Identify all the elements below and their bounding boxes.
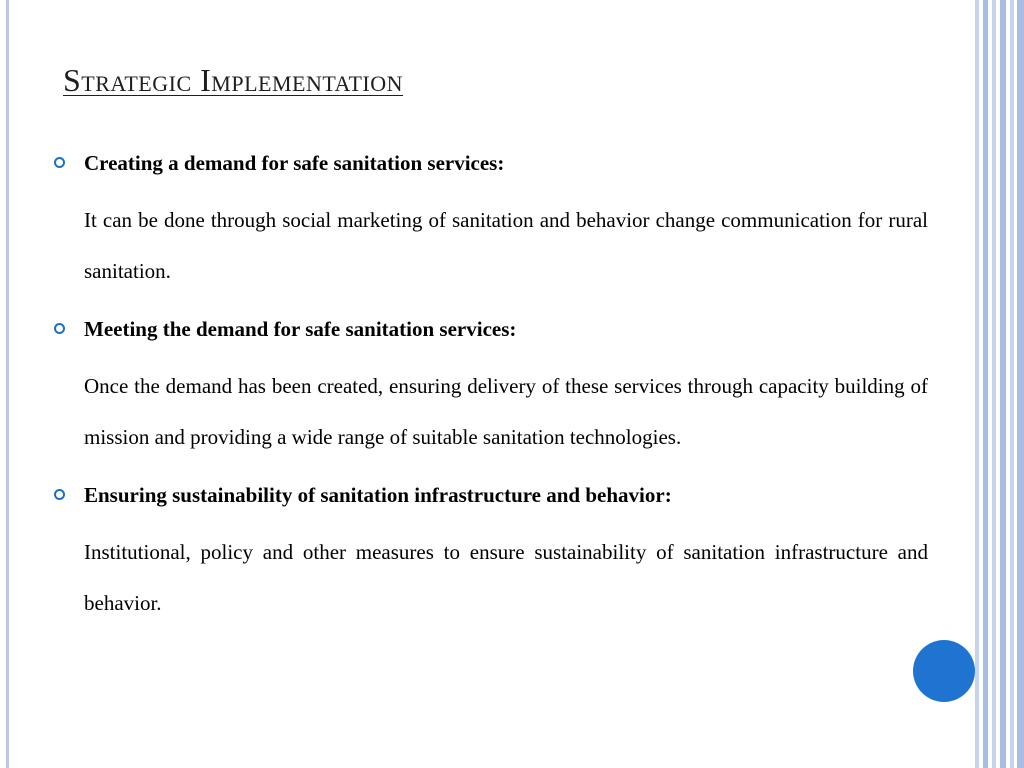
left-border-line [6, 0, 9, 768]
bullet-heading-text: Creating a demand for safe sanitation services: [84, 151, 505, 175]
bullet-heading [84, 145, 928, 181]
bullet-circle-icon [54, 489, 65, 500]
bullet-heading [84, 311, 928, 347]
slide-title: Strategic Implementation [63, 62, 404, 98]
slide-content [84, 145, 928, 643]
bullet-heading [84, 477, 928, 513]
bullet-heading-text: Meeting the demand for safe sanitation services: [84, 317, 517, 341]
bullet-body: It can be done through social marketing of sanitation and behavior change communication for rural sanitation. [84, 208, 928, 283]
decorative-circle-icon [913, 640, 975, 702]
right-decorative-stripe [983, 0, 988, 768]
bullet-body: Institutional, policy and other measures to ensure sustainability of sanitation infrastructure and behavior. [84, 540, 928, 615]
right-decorative-stripe [992, 0, 996, 768]
bullet-circle-icon [54, 157, 65, 168]
bullet-circle-icon [54, 323, 65, 334]
right-decorative-stripe [1000, 0, 1006, 768]
right-decorative-stripe [1010, 0, 1014, 768]
bullet-body: Once the demand has been created, ensuring delivery of these services through capacity building of mission and providing a wide range of suitable sanitation technologies. [84, 374, 928, 449]
right-decorative-stripe [1017, 0, 1024, 768]
bullet-heading-text: Ensuring sustainability of sanitation infrastructure and behavior: [84, 483, 672, 507]
right-decorative-stripe [975, 0, 979, 768]
